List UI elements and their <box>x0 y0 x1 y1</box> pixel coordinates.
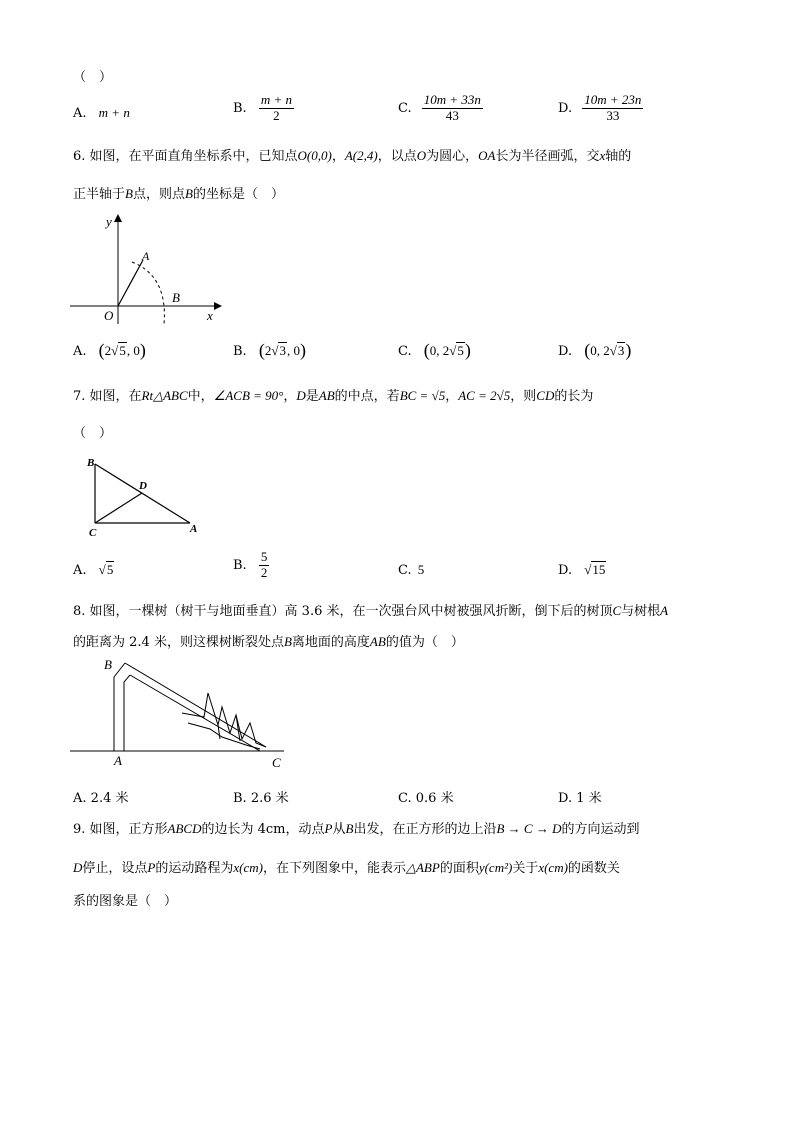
q7-option-d[interactable] <box>558 562 606 578</box>
equation: BC = √5 <box>399 388 446 403</box>
q8-option-a[interactable] <box>73 787 128 806</box>
option-label: B. <box>233 557 247 573</box>
option-label: A. <box>73 791 87 806</box>
text: 的边长为 4cm，动点 <box>201 822 325 837</box>
equation: AC = 2√5 <box>458 388 511 403</box>
text: 的函数关 <box>567 861 620 876</box>
option-value: √5 <box>98 562 114 577</box>
q7-option-a[interactable] <box>73 562 114 578</box>
var: y(cm²) <box>478 860 513 875</box>
label-a: A <box>114 753 122 768</box>
label-a: A <box>142 249 150 263</box>
q8-stem-line2 <box>73 631 464 650</box>
option-label: B. <box>233 791 247 806</box>
label-x: x <box>207 308 213 323</box>
var: B <box>184 186 193 201</box>
triangle: Rt△ABC <box>141 388 188 403</box>
text: 长为半径画弧，交 <box>495 149 600 164</box>
option-label: B. <box>233 344 247 359</box>
option-value: 2.6 米 <box>250 791 289 806</box>
label-b: B <box>172 290 180 305</box>
label-b: B <box>87 457 95 469</box>
text: 为圆心， <box>426 149 479 164</box>
var: x(cm) <box>233 860 263 875</box>
q7-stem-line1 <box>73 385 593 404</box>
var: C <box>612 603 622 618</box>
q6-stem-line1 <box>73 145 631 164</box>
text: 的运动路程为 <box>155 861 234 876</box>
q5-bracket: （ ） <box>73 70 113 85</box>
text: 停止，设点 <box>82 861 148 876</box>
q6-figure <box>70 210 230 330</box>
fraction-numerator: m + n <box>260 92 292 107</box>
option-value: (2√5, 0) <box>98 340 146 360</box>
var: B <box>283 634 292 649</box>
option-fraction <box>422 93 483 124</box>
q6-option-c[interactable] <box>398 340 471 361</box>
option-value: (0, 2√3) <box>584 340 632 360</box>
label-d: D <box>139 480 147 492</box>
text: 8. 如图，一棵树（树干与地面垂直）高 3.6 米，在一次强台风中树被强风折断，倒下后的树顶 <box>73 604 613 619</box>
q6-option-b[interactable] <box>233 340 306 361</box>
text: 从 <box>332 822 346 837</box>
q9-stem-line2 <box>73 857 620 876</box>
text: 6. 如图，在平面直角坐标系中，已知点 <box>73 149 298 164</box>
label-c: C <box>272 755 281 770</box>
text: 是 <box>305 389 319 404</box>
var: B <box>125 186 133 201</box>
option-label: C. <box>398 100 412 116</box>
q5-option-b[interactable] <box>233 93 294 124</box>
text: 点，则点 <box>132 187 185 202</box>
option-fraction <box>582 93 643 124</box>
var: D <box>296 388 306 403</box>
option-label: A. <box>73 344 87 359</box>
var: AB <box>318 388 335 403</box>
q6-option-d[interactable] <box>558 340 631 361</box>
text: 离地面的高度 <box>291 635 370 650</box>
q8-figure <box>70 655 290 775</box>
label-b: B <box>104 657 112 672</box>
q9-stem-line1 <box>73 818 639 837</box>
q8-option-d[interactable] <box>558 787 602 806</box>
text: 中， <box>187 389 214 404</box>
option-label: C. <box>398 791 412 806</box>
option-label: D. <box>558 791 573 806</box>
text: ，在下列图象中，能表示 <box>262 861 406 876</box>
var: B <box>345 821 354 836</box>
text: ，则 <box>510 389 537 404</box>
var: D <box>73 860 83 875</box>
var: AB <box>369 634 386 649</box>
var: CD <box>536 388 555 403</box>
text: 的坐标是（ ） <box>192 187 284 202</box>
option-value: 2.4 米 <box>90 791 129 806</box>
fraction-denominator: 43 <box>445 107 459 123</box>
path: B → C → D <box>496 821 562 836</box>
q9-stem-line3: 系的图象是（ ） <box>73 894 178 909</box>
option-label: D. <box>558 344 573 359</box>
text: 关于 <box>512 861 539 876</box>
option-value: 0.6 米 <box>415 791 454 806</box>
var: P <box>147 860 156 875</box>
point-o: O(0,0) <box>297 148 332 163</box>
text: 轴的 <box>605 149 632 164</box>
var: OA <box>478 148 496 163</box>
text: ， <box>283 389 297 404</box>
option-fraction <box>259 550 270 581</box>
option-label: A. <box>73 563 87 578</box>
option-value: 1 米 <box>576 791 602 806</box>
fraction-denominator: 2 <box>273 107 280 123</box>
text: 的中点，若 <box>334 389 400 404</box>
q7-option-c[interactable] <box>398 562 424 578</box>
var: ABCD <box>167 821 202 836</box>
option-fraction <box>259 93 294 124</box>
label-c: C <box>89 527 97 538</box>
q5-option-a[interactable] <box>73 105 130 121</box>
text: ，以点 <box>377 149 417 164</box>
option-label: A. <box>73 106 87 121</box>
q8-stem-line1 <box>73 600 668 619</box>
var: P <box>324 821 333 836</box>
q5-option-c[interactable] <box>398 93 483 124</box>
var: O <box>416 148 427 163</box>
text: 的长为 <box>554 389 594 404</box>
label-y: y <box>106 214 112 229</box>
fraction-numerator: 5 <box>260 549 268 564</box>
option-label: C. <box>398 344 412 359</box>
option-label: B. <box>233 100 247 116</box>
text: 与树根 <box>621 604 661 619</box>
text: 的面积 <box>439 861 479 876</box>
fraction-numerator: 10m + 33n <box>423 92 481 107</box>
text: 出发，在正方形的边上沿 <box>353 822 497 837</box>
option-value: (2√3, 0) <box>258 340 306 360</box>
option-label: D. <box>558 563 573 578</box>
option-value: (0, 2√5) <box>423 340 471 360</box>
q8-option-c[interactable] <box>398 787 454 806</box>
label-o: O <box>104 308 114 323</box>
fraction-denominator: 2 <box>260 564 268 580</box>
option-value: 5 <box>417 562 425 577</box>
text: 9. 如图，正方形 <box>73 822 168 837</box>
point-a: A(2,4) <box>344 148 378 163</box>
text: ， <box>331 149 345 164</box>
option-expr: m + n <box>98 105 130 120</box>
option-label: D. <box>558 100 573 116</box>
text: 7. 如图，在 <box>73 389 142 404</box>
q6-option-a[interactable] <box>73 340 146 361</box>
label-a: A <box>190 523 198 535</box>
q7-bracket: （ ） <box>73 426 113 441</box>
text: 正半轴于 <box>73 187 126 202</box>
q7-figure <box>84 452 204 538</box>
text: 的值为（ ） <box>385 635 464 650</box>
fraction-numerator: 10m + 23n <box>584 92 642 107</box>
option-label: C. <box>398 563 412 578</box>
q7-option-b[interactable] <box>233 550 269 581</box>
var: x(cm) <box>538 860 568 875</box>
var: △ABP <box>405 860 440 875</box>
var: A <box>660 603 669 618</box>
fraction-denominator: 33 <box>606 107 620 123</box>
q5-option-d[interactable] <box>558 93 643 124</box>
text: 的距离为 2.4 米，则这棵树断裂处点 <box>73 635 284 650</box>
var: x <box>599 148 606 163</box>
angle: ∠ACB = 90° <box>213 388 284 403</box>
option-value: √15 <box>584 562 606 577</box>
q6-stem-line2 <box>73 183 284 202</box>
q8-option-b[interactable] <box>233 787 289 806</box>
text: 的方向运动到 <box>561 822 640 837</box>
text: ， <box>445 389 459 404</box>
